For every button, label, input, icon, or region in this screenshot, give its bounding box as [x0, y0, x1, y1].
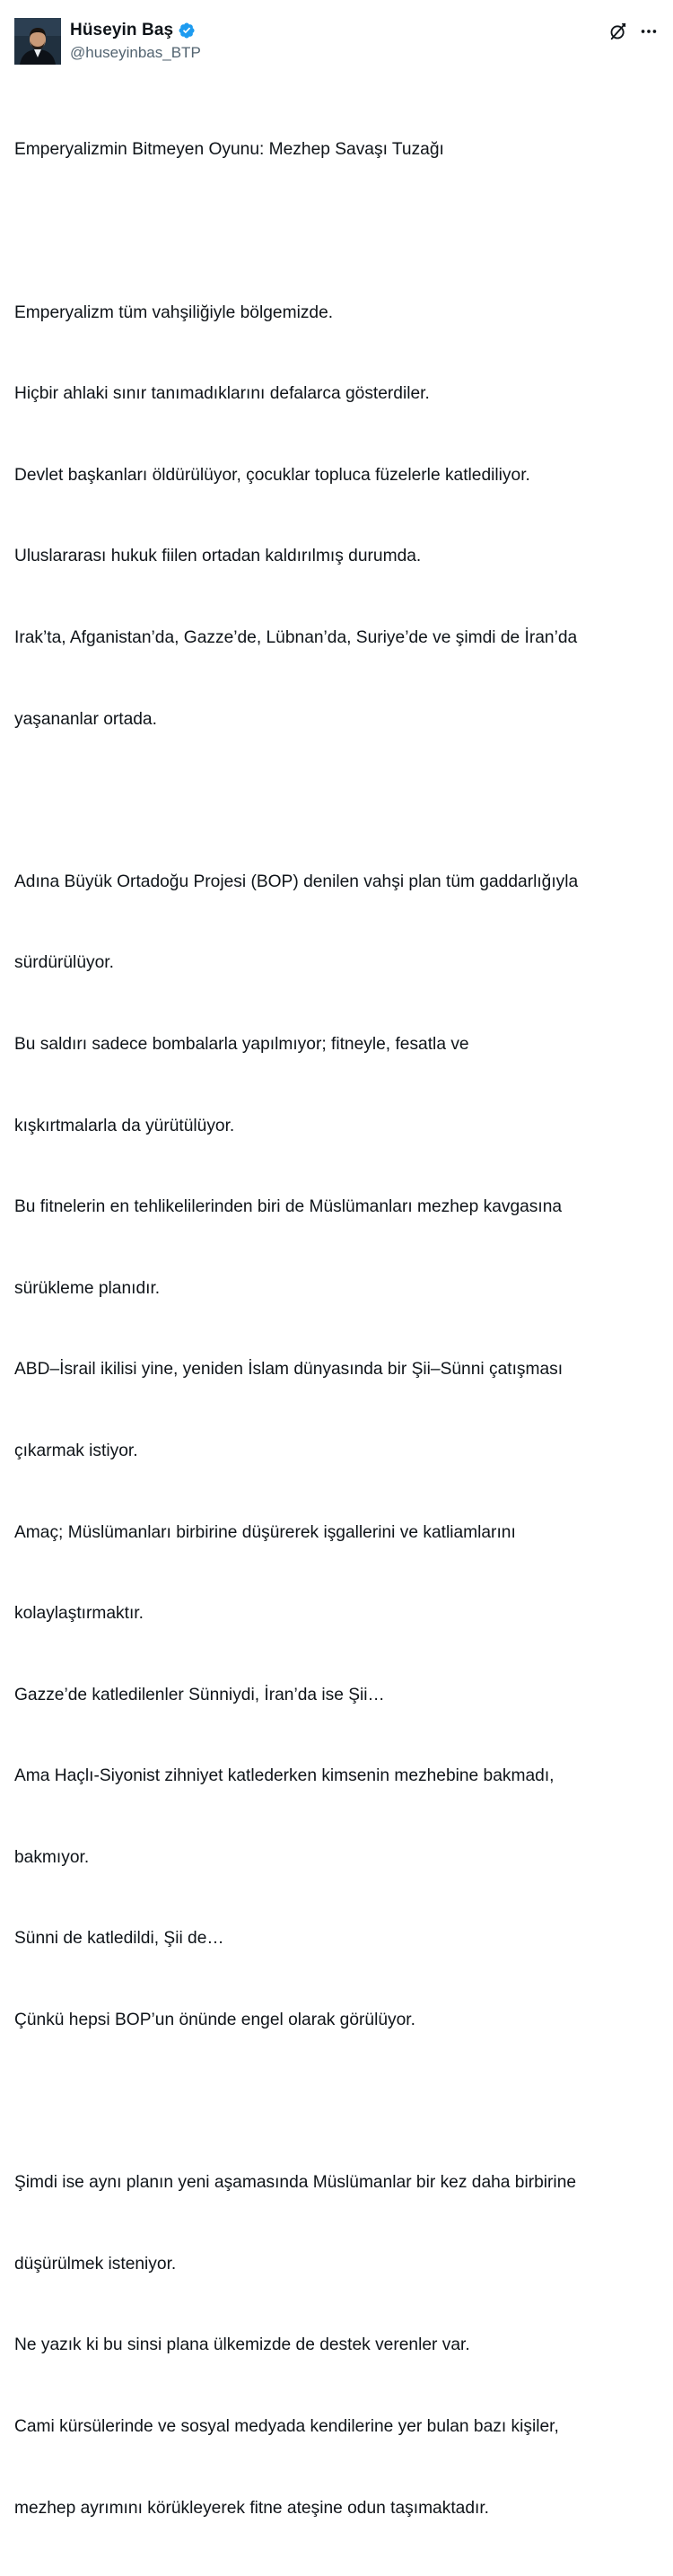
text-line: kolaylaştırmaktır. — [14, 1604, 144, 1624]
text-line: Ama Haçlı-Siyonist zihniyet katlederken kimsenin mezhebine bakmadı, — [14, 1766, 555, 1786]
blank-line — [14, 218, 662, 245]
text-line: Bu saldırı sadece bombalarla yapılmıyor; fitneyle, fesatla ve — [14, 1034, 469, 1054]
text-line: ABD–İsrail ikilisi yine, yeniden İslam dünyasında bir Şii–Sünni çatışması — [14, 1360, 564, 1380]
text-line: Adına Büyük Ortadoğu Projesi (BOP) denilen vahşi plan tüm gaddarlığıyla — [14, 872, 579, 891]
text-line: çıkarmak istiyor. — [14, 1441, 138, 1460]
text-line: Gazze’de katledilenler Sünniydi, İran’da ise Şii… — [14, 1685, 385, 1704]
text-line: kışkırtmalarla da yürütülüyor. — [14, 1116, 235, 1135]
author-names — [70, 20, 201, 62]
text-line: sürükleme planıdır. — [14, 1278, 161, 1298]
avatar[interactable] — [14, 18, 61, 65]
blank-line — [14, 2089, 662, 2116]
verified-badge-icon — [178, 22, 196, 39]
text-line: mezhep ayrımını körükleyerek fitne ateşine odun taşımaktadır. — [14, 2498, 489, 2518]
text-line: Devlet başkanları öldürülüyor, çocuklar topluca füzelerle katlediliyor. — [14, 465, 530, 485]
tweet-text — [14, 83, 662, 2576]
tweet-header — [14, 18, 659, 68]
text-line: Sünni de katledildi, Şii de… — [14, 1929, 224, 1949]
tweet-actions — [608, 22, 659, 41]
grok-icon[interactable] — [608, 22, 628, 41]
text-line: Irak’ta, Afganistan’da, Gazze’de, Lübnan’da, Suriye’de ve şimdi de İran’da — [14, 627, 578, 647]
display-name[interactable]: Hüseyin Baş — [70, 21, 174, 39]
blank-line — [14, 787, 662, 814]
text-line: Amaç; Müslümanları birbirine düşürerek işgallerini ve katliamlarını — [14, 1522, 516, 1542]
text-line: Hiçbir ahlaki sınır tanımadıklarını defalarca gösterdiler. — [14, 384, 430, 404]
text-line: bakmıyor. — [14, 1847, 90, 1867]
text-line: sürdürülüyor. — [14, 953, 114, 973]
name-row — [70, 20, 201, 41]
text-line: Bu fitnelerin en tehlikelilerinden biri de Müslümanları mezhep kavgasına — [14, 1197, 563, 1217]
author-handle[interactable]: @huseyinbas_BTP — [70, 44, 201, 61]
more-options-icon[interactable] — [639, 22, 659, 41]
text-line: yaşananlar ortada. — [14, 709, 157, 729]
text-line: Cami kürsülerinde ve sosyal medyada kendilerine yer bulan bazı kişiler, — [14, 2417, 559, 2437]
text-line: Şimdi ise aynı planın yeni aşamasında Müslümanlar bir kez daha birbirine — [14, 2173, 577, 2193]
text-line: düşürülmek isteniyor. — [14, 2254, 177, 2274]
text-line: Emperyalizm tüm vahşiliğiyle bölgemizde. — [14, 302, 334, 322]
text-line: Ne yazık ki bu sinsi plana ülkemizde de destek verenler var. — [14, 2335, 470, 2355]
tweet-title: Emperyalizmin Bitmeyen Oyunu: Mezhep Savaşı Tuzağı — [14, 140, 444, 160]
text-line: Çünkü hepsi BOP’un önünde engel olarak görülüyor. — [14, 2011, 415, 2030]
text-line: Uluslararası hukuk fiilen ortadan kaldırılmış durumda. — [14, 547, 422, 566]
